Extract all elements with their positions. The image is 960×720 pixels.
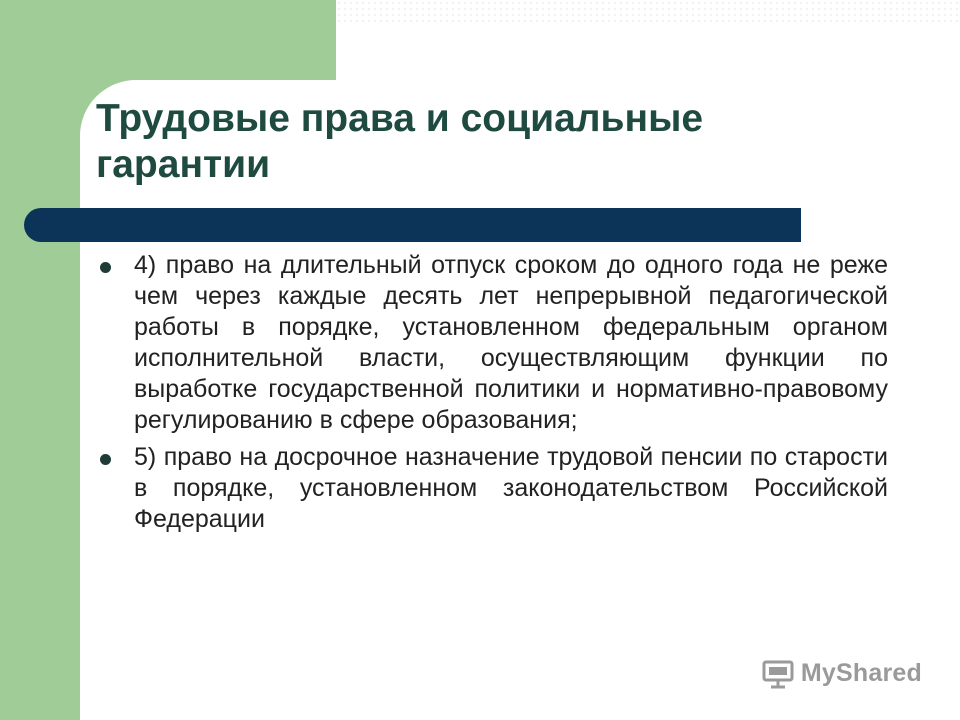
bullet-dot-icon xyxy=(100,454,111,465)
decorative-dot-pattern xyxy=(336,0,960,22)
watermark-label: MyShared xyxy=(800,658,922,687)
presentation-screen-icon xyxy=(761,656,795,690)
bullet-list xyxy=(96,250,888,541)
bullet-text: 4) право на длительный отпуск сроком до одного года не реже чем через каждые десять лет непрерывной педагогической работы в порядке, установленном федеральным органом исполнительной власти, осуществляющим функции по выработке государственной политики и нормативно-правовому регулированию в сфере образования; xyxy=(134,251,888,434)
list-item xyxy=(96,442,888,535)
list-item xyxy=(96,250,888,436)
title-underline-bar xyxy=(24,208,801,242)
slide-title: Трудовые права и социальные гарантии xyxy=(96,97,704,186)
top-left-green-block xyxy=(0,0,336,80)
bullet-dot-icon xyxy=(100,262,111,273)
bullet-text: 5) право на досрочное назначение трудовой пенсии по старости в порядке, установленном законодательством Российской Федерации xyxy=(134,443,888,533)
myshared-watermark xyxy=(761,656,922,690)
